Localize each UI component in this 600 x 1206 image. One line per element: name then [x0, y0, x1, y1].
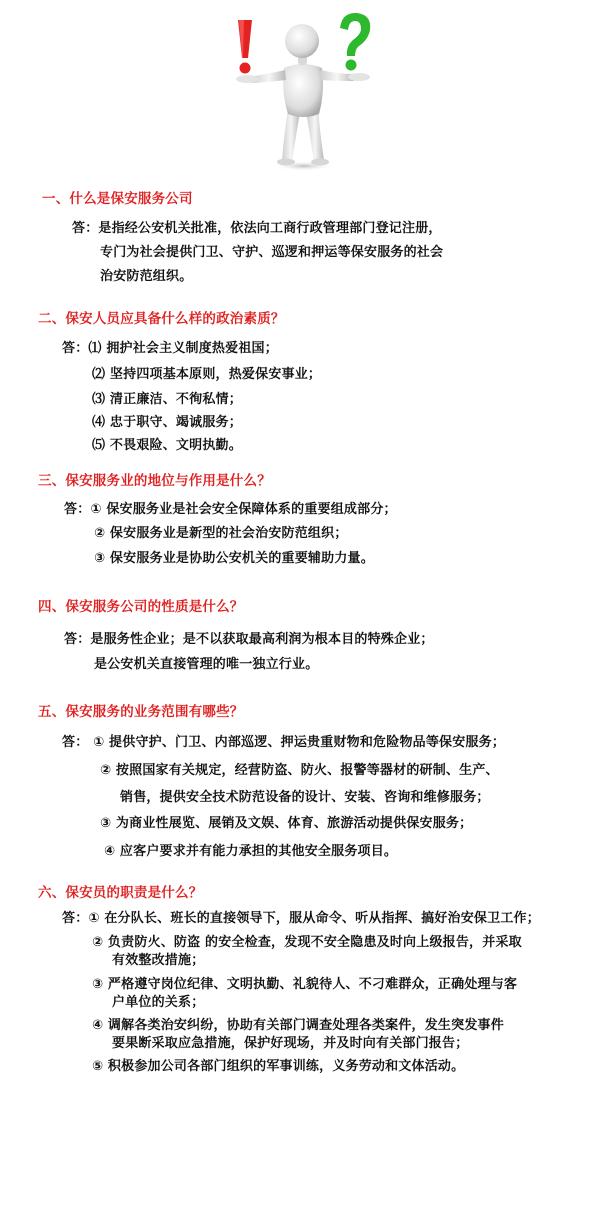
section-text-line: 答：⑴ 拥护社会主义制度热爱祖国； [62, 341, 278, 356]
section-heading-5: 五、保安服务的业务范围有哪些？ [38, 704, 244, 720]
exclamation-icon [238, 20, 252, 74]
section-text-line: 有效整改措施； [112, 953, 205, 968]
section-heading-3: 三、保安服务业的地位与作用是什么？ [38, 473, 271, 489]
section-text-line: ③ 为商业性展览、展销及文娱、体育、旅游活动提供保安服务； [100, 816, 473, 831]
section-text-line: ② 保安服务业是新型的社会治安防范组织； [94, 526, 348, 541]
section-text-line: 答：是服务性企业；是不以获取最高利润为根本目的特殊企业； [64, 632, 434, 647]
section-text-line: 要果断采取应急措施，保护好现场，并及时向有关部门报告； [112, 1036, 469, 1051]
section-text-line: ⑷ 忠于职守、竭诚服务； [92, 415, 242, 430]
section-text-line: ③ 严格遵守岗位纪律、文明执勤、礼貌待人、不刁难群众，正确处理与客 [92, 977, 518, 992]
hero-illustration [222, 8, 372, 173]
section-text-line: ③ 保安服务业是协助公安机关的重要辅助力量。 [94, 551, 374, 566]
section-heading-4: 四、保安服务公司的性质是什么？ [38, 599, 244, 615]
section-text-line: 答：① 保安服务业是社会安全保障体系的重要组成部分； [64, 502, 397, 517]
section-text-line: 答：是指经公安机关批准，依法向工商行政管理部门登记注册， [72, 221, 442, 236]
section-text-line: 户单位的关系； [112, 995, 205, 1010]
section-text-line: 专门为社会提供门卫、守护、巡逻和押运等保安服务的社会 [100, 245, 444, 260]
question-icon [340, 13, 370, 71]
section-text-line: ④ 应客户要求并有能力承担的其他安全服务项目。 [104, 844, 398, 859]
section-text-line: ② 负责防火、防盗 的安全检查，发现不安全隐患及时向上级报告，并采取 [92, 935, 522, 950]
section-text-line: 答：① 在分队长、班长的直接领导下，服从命令、听从指挥、搞好治安保卫工作； [62, 911, 540, 926]
section-text-line: ② 按照国家有关规定，经营防盗、防火、报警等器材的研制、生产、 [100, 763, 499, 778]
section-text-line: ⑵ 坚持四项基本原则，热爱保安事业； [92, 367, 322, 382]
section-text-line: ⑤ 积极参加公司各部门组织的军事训练，义务劳动和文体活动。 [92, 1059, 465, 1074]
section-heading-6: 六、保安员的职责是什么？ [38, 885, 203, 901]
section-text-line: 答： ① 提供守护、门卫、内部巡逻、押运贵重财物和危险物品等保安服务； [62, 735, 506, 750]
section-text-line: ⑶ 清正廉洁、不徇私情； [92, 392, 242, 407]
section-text-line: ⑸ 不畏艰险、文明执勤。 [92, 438, 242, 453]
section-heading-1: 一、什么是保安服务公司 [42, 191, 193, 207]
section-text-line: ④ 调解各类治安纠纷，协助有关部门调查处理各类案件，发生突发事件 [92, 1018, 504, 1033]
section-text-line: 治安防范组织。 [100, 269, 193, 284]
section-heading-2: 二、保安人员应具备什么样的政治素质？ [38, 311, 285, 327]
section-text-line: 销售，提供安全技术防范设备的设计、安装、咨询和维修服务； [120, 790, 490, 805]
section-text-line: 是公安机关直接管理的唯一独立行业。 [94, 657, 319, 672]
